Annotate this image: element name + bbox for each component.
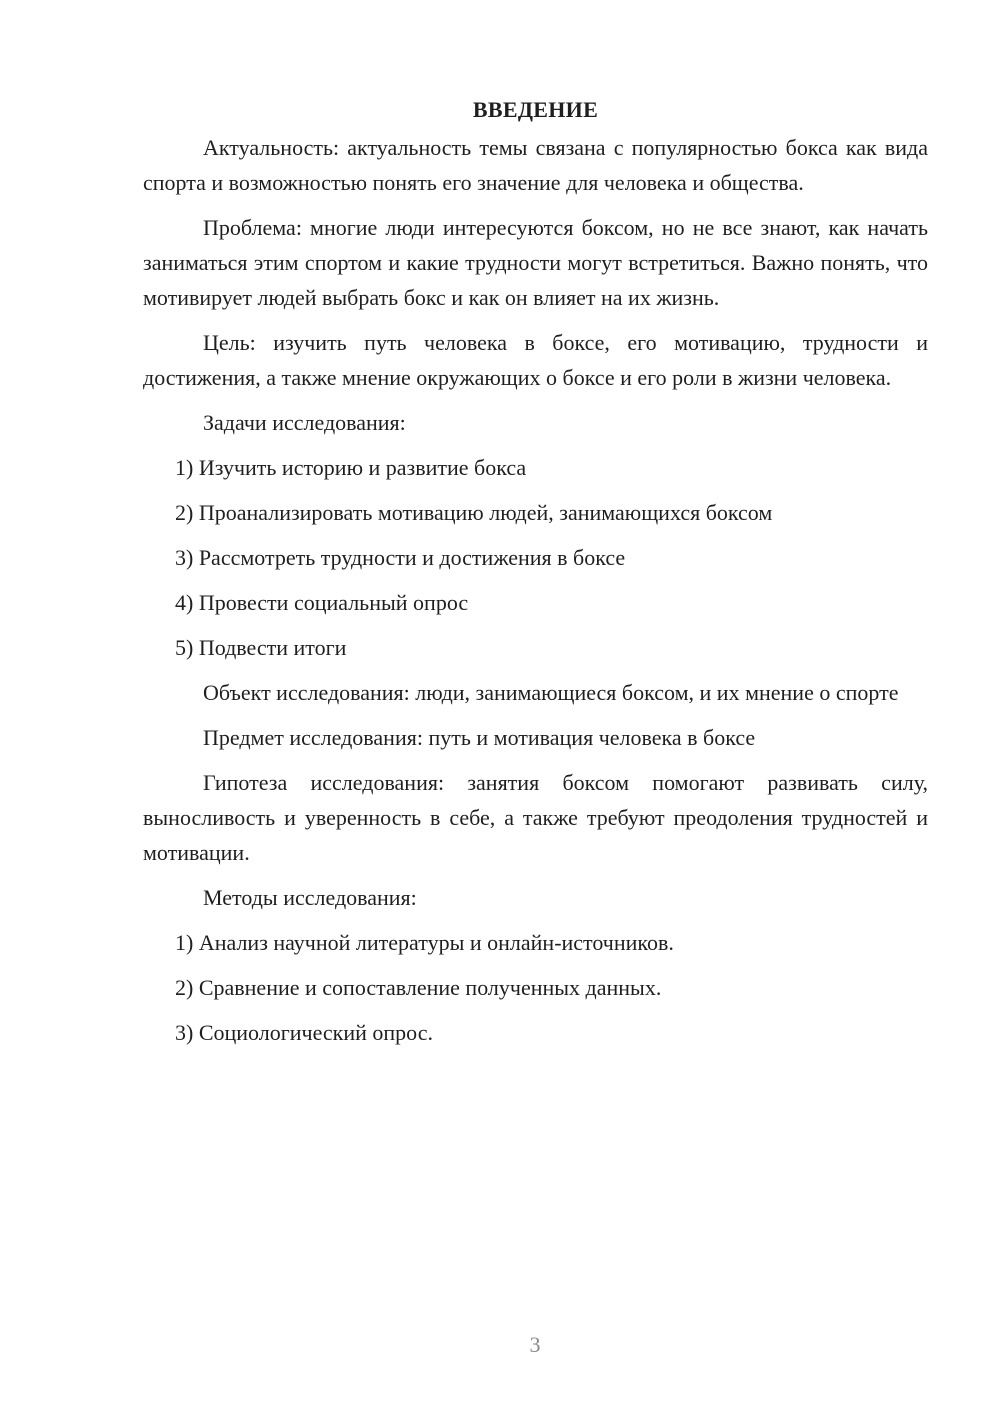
relevance-paragraph: Актуальность: актуальность темы связана с популярностью бокса как вида спорта и возможностью понять его значение для человека и общества. [143, 135, 928, 195]
list-item: 1) Анализ научной литературы и онлайн-источников. [175, 930, 674, 955]
subject-paragraph: Предмет исследования: путь и мотивация человека в боксе [203, 725, 756, 750]
list-item: 5) Подвести итоги [175, 635, 347, 660]
list-item: 4) Провести социальный опрос [175, 590, 469, 615]
tasks-heading: Задачи исследования: [203, 410, 406, 435]
hypothesis-paragraph: Гипотеза исследования: занятия боксом помогают развивать силу, выносливость и уверенность в себе, а также требуют преодоления трудностей и мотивации. [143, 770, 928, 865]
list-item: 3) Социологический опрос. [175, 1020, 433, 1045]
methods-heading: Методы исследования: [203, 885, 417, 910]
page-number: 3 [529, 1332, 541, 1357]
list-item: 1) Изучить историю и развитие бокса [175, 455, 527, 480]
document-page [143, 92, 928, 1060]
list-item: 2) Сравнение и сопоставление полученных данных. [175, 975, 662, 1000]
object-paragraph: Объект исследования: люди, занимающиеся боксом, и их мнение о спорте [203, 680, 899, 705]
goal-paragraph: Цель: изучить путь человека в боксе, его мотивацию, трудности и достижения, а также мнение окружающих о боксе и его роли в жизни человека. [143, 330, 928, 390]
section-title: ВВЕДЕНИЕ [472, 97, 599, 122]
list-item: 3) Рассмотреть трудности и достижения в боксе [175, 545, 626, 570]
problem-paragraph: Проблема: многие люди интересуются боксом, но не все знают, как начать заниматься этим спортом и какие трудности могут встретиться. Важно понять, что мотивирует людей выбрать бокс и как он влияет на их жизнь. [143, 215, 928, 310]
list-item: 2) Проанализировать мотивацию людей, занимающихся боксом [175, 500, 773, 525]
